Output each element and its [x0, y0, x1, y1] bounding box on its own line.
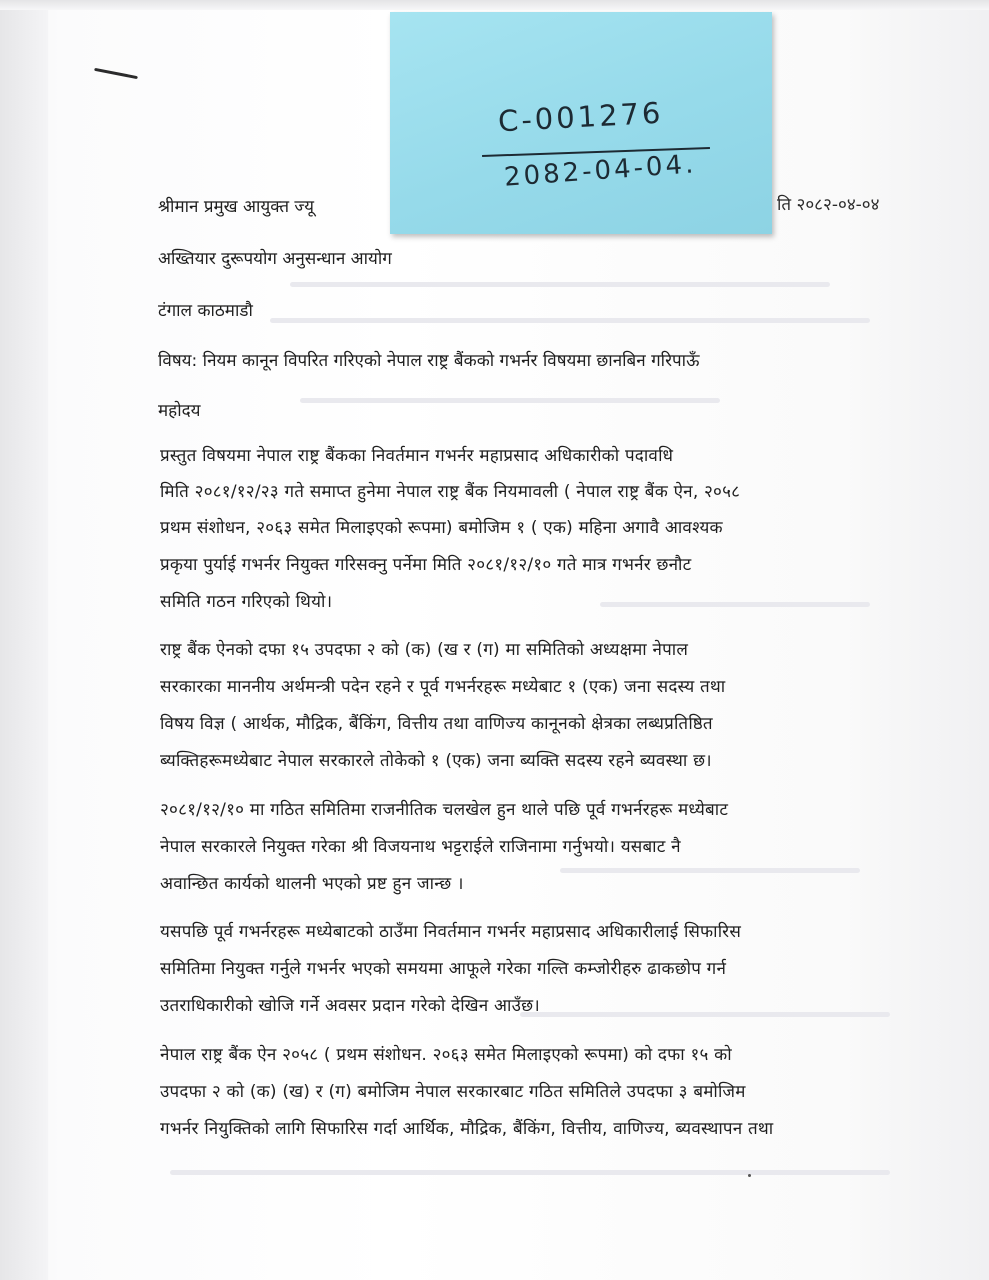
subject-line: विषय: नियम कानून विपरित गरिएको नेपाल राष्ट्र बैंकको गभर्नर विषयमा छानबिन गरिपाऊँ — [158, 351, 700, 371]
bleed-through-mark — [170, 1170, 890, 1175]
place-line: टंगाल काठमाडौ — [158, 301, 253, 321]
pen-stroke-mark — [94, 68, 138, 79]
paragraph-line: राष्ट्र बैंक ऐनको दफा १५ उपदफा २ को (क) (ख र (ग) मा समितिको अध्यक्षमा नेपाल — [160, 640, 689, 660]
paragraph-line: प्रथम संशोधन, २०६३ समेत मिलाइएको रूपमा) बमोजिम १ ( एक) महिना अगावै आवश्यक — [160, 518, 723, 538]
bleed-through-mark — [270, 318, 870, 323]
salutation-line: श्रीमान प्रमुख आयुक्त ज्यू — [158, 197, 315, 217]
paragraph-line: ब्यक्तिहरूमध्येबाट नेपाल सरकारले तोकेको १ (एक) जना ब्यक्ति सदस्य रहने ब्यवस्था छ। — [160, 751, 712, 771]
paragraph-line: नेपाल राष्ट्र बैंक ऐन २०५८ ( प्रथम संशोधन. २०६३ समेत मिलाइएको रूपमा) को दफा १५ को — [160, 1045, 732, 1065]
paragraph-line: नेपाल सरकारले नियुक्त गरेका श्री विजयनाथ भट्टराईले राजिनामा गर्नुभयो। यसबाट नै — [160, 837, 681, 857]
paragraph-line: प्रस्तुत विषयमा नेपाल राष्ट्र बैंकका निवर्तमान गभर्नर महाप्रसाद अधिकारीको पदावधि — [160, 446, 674, 466]
paragraph-line: मिति २०८१/१२/२३ गते समाप्त हुनेमा नेपाल राष्ट्र बैंक नियमावली ( नेपाल राष्ट्र बैंक ऐन, २०५८ — [160, 482, 741, 502]
paragraph-line: सरकारका माननीय अर्थमन्त्री पदेन रहने र पूर्व गभर्नरहरू मध्येबाट १ (एक) जना सदस्य तथा — [160, 677, 726, 697]
paragraph-line: प्रकृया पुर्याई गभर्नर नियुक्त गरिसक्नु पर्नेमा मिति २०८१/१२/१० गते मात्र गभर्नर छनौट — [160, 555, 692, 575]
handwritten-registration-code: C-001276 — [497, 95, 665, 139]
handwritten-date: 2082-04-04. — [503, 149, 698, 193]
paragraph-line: गभर्नर नियुक्तिको लागि सिफारिस गर्दा आर्थिक, मौद्रिक, बैंकिंग, वित्तीय, वाणिज्य, ब्यवस्थापन तथा — [160, 1119, 774, 1139]
scanner-shadow-left — [0, 0, 48, 1280]
sticky-note — [390, 12, 772, 234]
paragraph-line: अवान्छित कार्यको थालनी भएको प्रष्ट हुन जान्छ । — [160, 874, 464, 894]
paragraph-line: उतराधिकारीको खोजि गर्ने अवसर प्रदान गरेको देखिन आउँछ। — [160, 996, 540, 1016]
bleed-through-mark — [290, 282, 830, 287]
organization-line: अख्तियार दुरूपयोग अनुसन्धान आयोग — [158, 249, 392, 269]
scanner-shadow-top — [0, 0, 989, 10]
paragraph-line: समिति गठन गरिएको थियो। — [160, 592, 333, 612]
ink-speck — [748, 1174, 751, 1177]
paragraph-line: २०८१/१२/१० मा गठित समितिमा राजनीतिक चलखेल हुन थाले पछि पूर्व गभर्नरहरू मध्येबाट — [160, 800, 729, 820]
bleed-through-mark — [300, 398, 720, 403]
paragraph-line: उपदफा २ को (क) (ख) र (ग) बमोजिम नेपाल सरकारबाट गठित समितिले उपदफा ३ बमोजिम — [160, 1082, 746, 1102]
letter-date: ति २०८२-०४-०४ — [777, 195, 880, 215]
paragraph-line: समितिमा नियुक्त गर्नुले गभर्नर भएको समयमा आफूले गरेका गल्ति कम्जोरीहरु ढाकछोप गर्न — [160, 959, 727, 979]
paragraph-line: विषय विज्ञ ( आर्थक, मौद्रिक, बैंकिंग, वित्तीय तथा वाणिज्य कानूनको क्षेत्रका लब्धप्रतिष्ठित — [160, 714, 713, 734]
greeting-line: महोदय — [158, 401, 201, 421]
paragraph-line: यसपछि पूर्व गभर्नरहरू मध्येबाटको ठाउँमा निवर्तमान गभर्नर महाप्रसाद अधिकारीलाई सिफारिस — [160, 922, 742, 942]
